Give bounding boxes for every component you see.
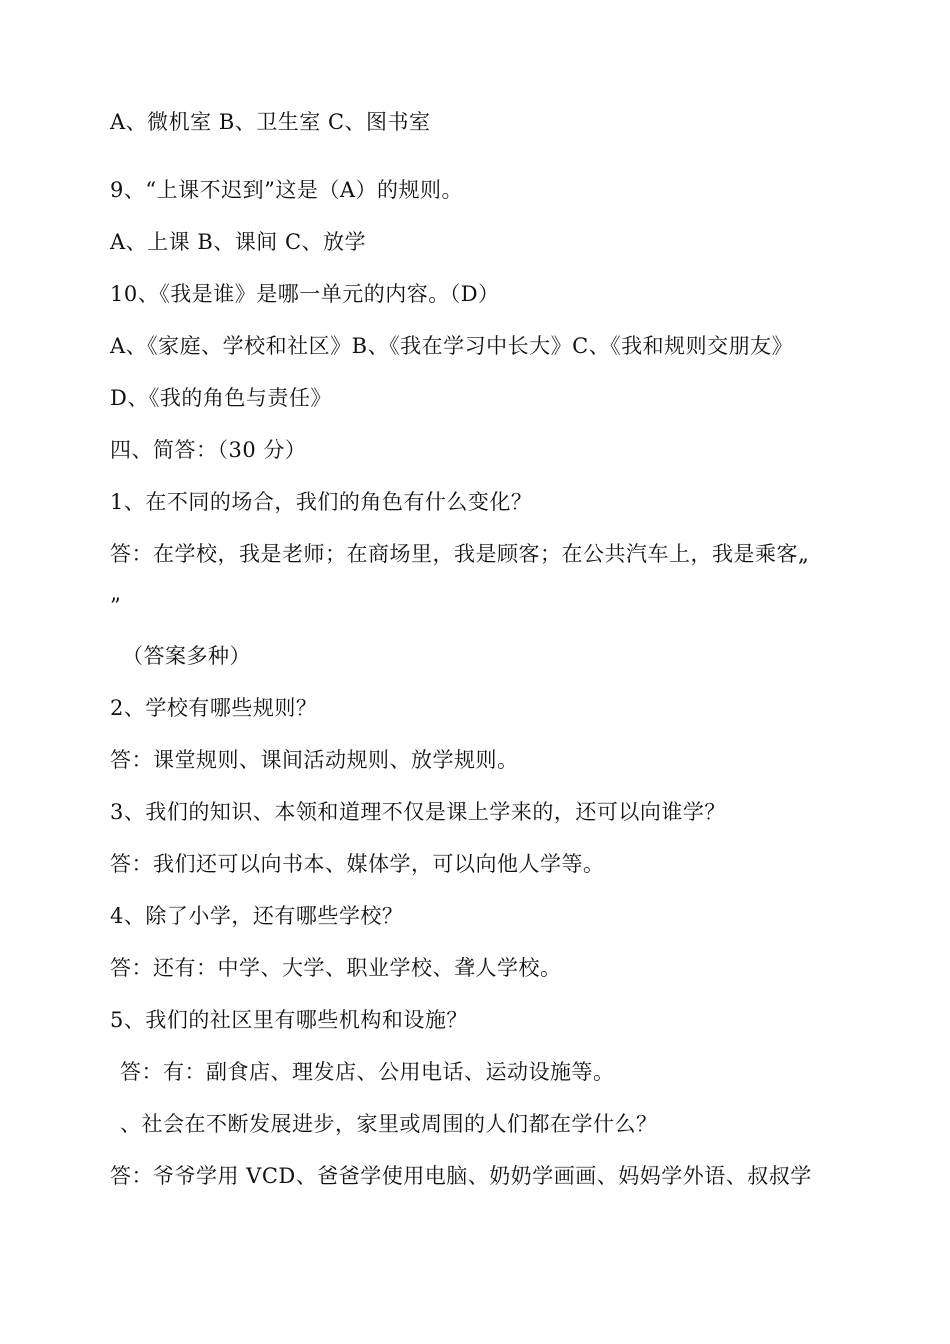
option-line-q10-d: D、《我的角色与责任》 (110, 386, 332, 410)
option-line-q9: A、上课 B、课间 C、放学 (110, 230, 367, 254)
question-9: 9、“上课不迟到”这是（A）的规则。 (110, 178, 463, 202)
short-answer-question-1: 1、在不同的场合，我们的角色有什么变化？ (110, 490, 533, 514)
short-answer-answer-6: 答：爷爷学用 VCD、爸爸学使用电脑、奶奶学画画、妈妈学外语、叔叔学 (110, 1164, 812, 1188)
short-answer-answer-4: 答：还有：中学、大学、职业学校、聋人学校。 (110, 956, 562, 980)
short-answer-answer-2: 答：课堂规则、课间活动规则、放学规则。 (110, 748, 519, 772)
short-answer-answer-1: 答：在学校，我是老师；在商场里，我是顾客；在公共汽车上，我是乘客„ (110, 542, 810, 566)
short-answer-question-3: 3、我们的知识、本领和道理不仅是课上学来的，还可以向谁学？ (110, 800, 726, 824)
short-answer-question-5: 5、我们的社区里有哪些机构和设施？ (110, 1008, 468, 1032)
short-answer-question-2: 2、学校有哪些规则？ (110, 696, 318, 720)
short-answer-answer-3: 答：我们还可以向书本、媒体学，可以向他人学等。 (110, 852, 605, 876)
short-answer-question-6: 、社会在不断发展进步，家里或周围的人们都在学什么？ (120, 1112, 658, 1136)
section-heading-short-answer: 四、简答：（30 分） (110, 438, 307, 462)
option-line-q10-abc: A、《家庭、学校和社区》B、《我在学习中长大》C、《我和规则交朋友》 (110, 334, 794, 358)
question-10: 10、《我是谁》是哪一单元的内容。（D） (110, 282, 500, 306)
option-line-q8: A、微机室 B、卫生室 C、图书室 (110, 110, 431, 134)
short-answer-answer-5: 答：有：副食店、理发店、公用电话、运动设施等。 (120, 1060, 615, 1084)
short-answer-answer-1-continued: ” (110, 594, 122, 618)
answer-note-multiple: （答案多种） (122, 644, 251, 668)
short-answer-question-4: 4、除了小学，还有哪些学校？ (110, 904, 404, 928)
